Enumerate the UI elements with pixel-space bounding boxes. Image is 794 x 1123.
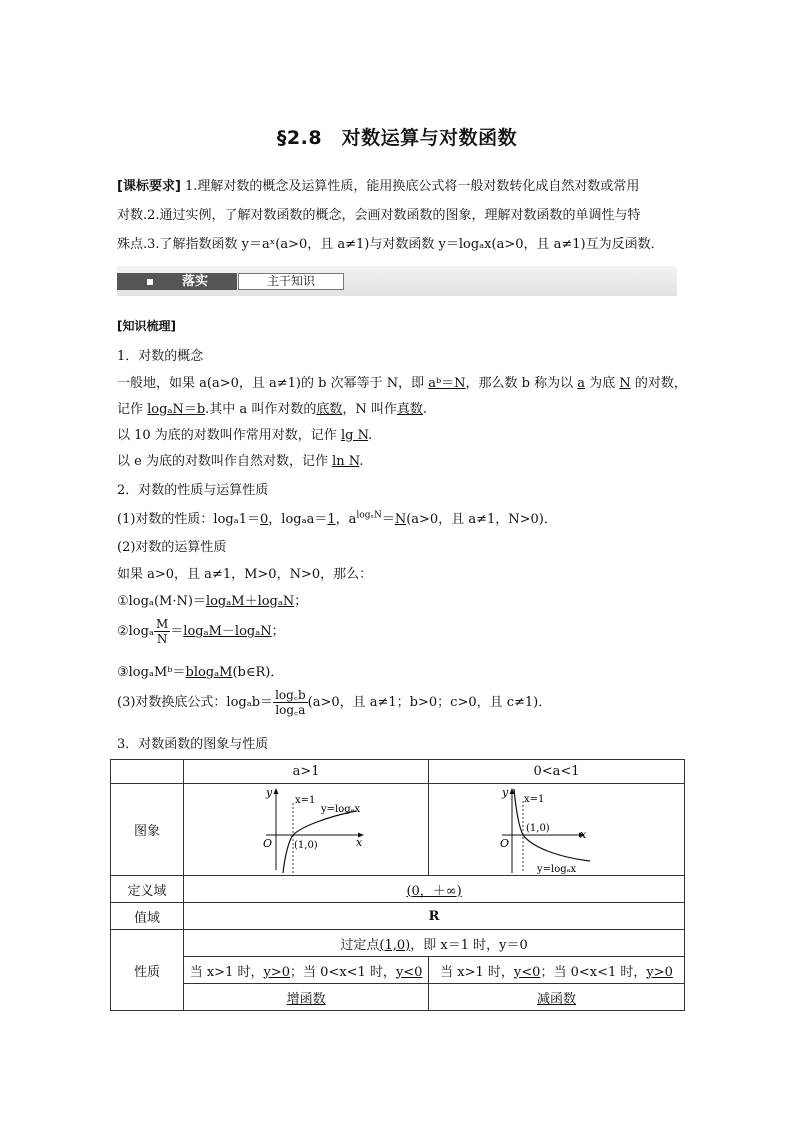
heading-log-function: 3．对数函数的图象与性质 (117, 737, 269, 752)
row-label-property: 性质 (111, 930, 184, 1011)
log-graph-increasing (186, 785, 426, 875)
graph-a-lt-1 (429, 784, 685, 876)
monotonic-increasing: 增函数 (184, 984, 429, 1011)
sign-a-gt-1: 当 x>1 时，y>0；当 0<x<1 时，y<0 (184, 957, 429, 984)
x-axis-label: x (579, 827, 586, 841)
blank-answer: lg N (340, 428, 369, 443)
row-label-graph: 图象 (111, 784, 184, 876)
concept-line-1: 一般地，如果 a(a>0，且 a≠1)的 b 次幂等于 N，即 aᵇ＝N，那么数 b 称为以 a 为底 N 的对数， (117, 376, 687, 391)
concept-line-3: 以 10 为底的对数叫作常用对数，记作 lg N. (117, 428, 373, 443)
blank-answer: y<0 (513, 964, 541, 980)
log-graph-decreasing (432, 785, 682, 875)
concept-line-2: 记作 logₐN＝b.其中 a 叫作对数的底数，N 叫作真数. (117, 402, 428, 417)
sign-a-lt-1: 当 x>1 时，y<0；当 0<x<1 时，y>0 (429, 957, 685, 984)
domain-row (111, 876, 685, 903)
banner-right: 主干知识 (238, 273, 344, 290)
blank-answer: y<0 (395, 964, 423, 980)
log-function-table (110, 759, 685, 1011)
blank-answer: y>0 (263, 964, 290, 980)
property-line-1: (1)对数的性质：logₐ1＝0，logₐa＝1，$a^{log_aN}=N(a>0$，且 a≠1，N>0)． (117, 510, 557, 527)
rule-power: ③logₐMᵇ＝blogₐM(b∈R)． (117, 665, 284, 680)
blank-answer: (1,0) (379, 937, 411, 953)
banner-left: 落实 (117, 273, 237, 290)
blank-answer: aᵇ＝N (428, 376, 466, 391)
knowledge-tag: [知识梳理] (117, 319, 176, 333)
curriculum-requirements (117, 172, 679, 259)
square-icon (147, 279, 153, 285)
property-row-2 (111, 957, 685, 984)
property-line-2: (2)对数的运算性质 (117, 540, 227, 555)
concept-line-4: 以 e 为底的对数叫作自然对数，记作 ln N. (117, 454, 364, 469)
section-banner (117, 266, 677, 296)
vline-label: x=1 (523, 793, 544, 805)
monotonic-decreasing: 减函数 (429, 984, 685, 1011)
origin-label: O (499, 836, 509, 850)
requirements-line-2: 对数.2.通过实例，了解对数函数的概念，会画对数函数的图象，理解对数函数的单调性与特 (117, 208, 641, 223)
requirements-line-1: 1.理解对数的概念及运算性质，能用换底公式将一般对数转化成自然对数或常用 (185, 179, 640, 194)
point-label: (1,0) (294, 839, 318, 851)
vline-label: x=1 (295, 794, 316, 806)
row-label-range: 值域 (111, 903, 184, 930)
blank-answer: logₐN＝b (147, 402, 206, 417)
heading-concept: 1．对数的概念 (117, 349, 204, 364)
fixed-point: 过定点(1,0)，即 x＝1 时，y＝0 (184, 930, 685, 957)
requirements-tag: [课标要求] (117, 179, 181, 194)
point-label: (1,0) (525, 822, 550, 834)
requirements-line-3: 殊点.3.了解指数函数 y＝aˣ(a>0，且 a≠1)与对数函数 y＝logₐx(a>0，且 a≠1)互为反函数． (117, 237, 664, 252)
fraction: $\frac{M}{N}$ (155, 617, 169, 646)
y-axis-label: y (266, 785, 273, 799)
y-axis-label: y (501, 785, 508, 799)
rule-quotient: ②logₐ $\frac{M}{N}$ ＝logₐM－logₐN； (117, 617, 285, 646)
blank-answer: 0 (260, 512, 269, 527)
rule-product: ①logₐ(M·N)＝logₐM＋logₐN； (117, 594, 308, 609)
header-a-lt-1: 0<a<1 (429, 760, 685, 784)
domain-value: (0，＋∞) (184, 876, 685, 903)
blank-answer: 真数 (396, 402, 423, 417)
blank-answer: N (619, 376, 631, 391)
graph-row (111, 784, 685, 876)
fraction: $\frac{\log꜀b}{\log꜀a}$ (275, 688, 306, 717)
blank-answer: ln N (332, 454, 360, 469)
range-row (111, 903, 685, 930)
range-value: R (184, 903, 685, 930)
page-title: §2.8 对数运算与对数函数 (276, 127, 518, 149)
property-line-3: 如果 a>0，且 a≠1，M>0，N>0，那么： (117, 567, 373, 582)
blank-answer: 底数 (316, 402, 343, 417)
origin-label: O (263, 836, 273, 850)
blank-answer: blogₐM (185, 665, 233, 680)
header-a-gt-1: a>1 (184, 760, 429, 784)
row-label-domain: 定义域 (111, 876, 184, 903)
x-axis-label: x (356, 835, 363, 849)
blank-answer: N (394, 512, 407, 527)
heading-properties: 2．对数的性质与运算性质 (117, 483, 269, 498)
property-row-1 (111, 930, 685, 957)
blank-answer: a (577, 376, 586, 391)
curve-label: y=logₐx (536, 863, 576, 875)
blank-answer: logₐM＋logₐN (205, 594, 295, 609)
blank-answer: y>0 (646, 964, 673, 980)
graph-a-gt-1 (184, 784, 429, 876)
property-row-3 (111, 984, 685, 1011)
blank-answer: logₐM－logₐN (183, 624, 272, 639)
table-header-row (111, 760, 685, 784)
curve-label: y=logₐx (321, 803, 361, 815)
change-of-base: (3)对数换底公式：logₐb＝ $\frac{\log꜀b}{\log꜀a}$ (a>0，且 a≠1；b>0；c>0，且 c≠1)． (117, 688, 552, 717)
blank-answer: 1 (327, 512, 336, 527)
